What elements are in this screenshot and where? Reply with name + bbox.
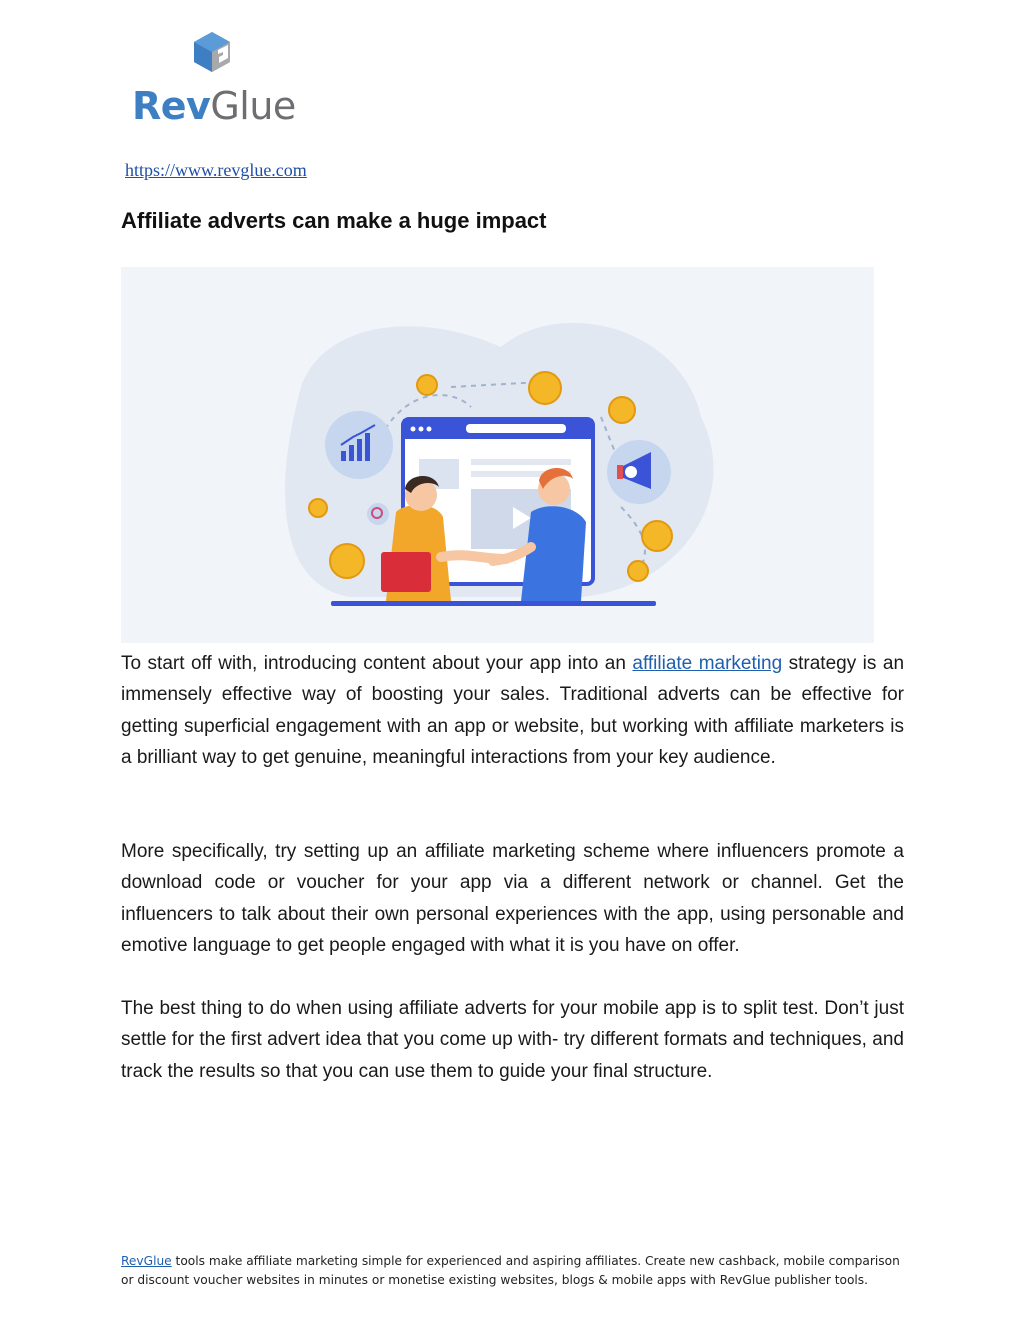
footer-revglue-link[interactable]: RevGlue — [121, 1254, 172, 1268]
footer-note — [121, 1252, 911, 1290]
affiliate-handshake-illustration — [121, 267, 874, 643]
article-title: Affiliate adverts can make a huge impact — [121, 208, 547, 233]
logo-rev: Rev — [132, 84, 211, 128]
logo-wordmark — [132, 84, 296, 128]
paragraph-specifics: More specifically, try setting up an affiliate marketing scheme where influencers promote a download code or voucher for your app via a different network or channel. Get the influencers to talk about their own personal experiences with the app, using personable and emotive language to get people engaged with what it is you have on offer. — [121, 841, 904, 956]
logo-glue: Glue — [210, 84, 296, 128]
p1-before: To start off with, introducing content about your app into an — [121, 653, 633, 674]
site-url-link[interactable]: https://www.revglue.com — [125, 160, 307, 180]
paragraph-intro — [121, 648, 904, 773]
footer-text: tools make affiliate marketing simple for experienced and aspiring affiliates. Create new cashback, mobile comparison or discount voucher websites in minutes or monetise existing websites, blogs & mobile apps with RevGlue publisher tools. — [121, 1254, 900, 1287]
revglue-cube-logo-icon — [132, 30, 332, 90]
revglue-logo[interactable] — [132, 30, 332, 130]
paragraph-split-test: The best thing to do when using affiliate adverts for your mobile app is to split test. Don’t just settle for the first advert idea that you come up with- try different formats and techniques, and track the results so that you can use them to guide your final structure. — [121, 998, 904, 1082]
hero-illustration — [121, 267, 874, 643]
affiliate-marketing-link[interactable]: affiliate marketing — [632, 653, 783, 674]
p1-after: strategy is an immensely effective way of boosting your sales. Traditional adverts can be effective for getting superficial engagement with an app or website, but working with affiliate marketers is a brilliant way to get genuine, meaningful interactions from your key audience. — [121, 653, 905, 768]
